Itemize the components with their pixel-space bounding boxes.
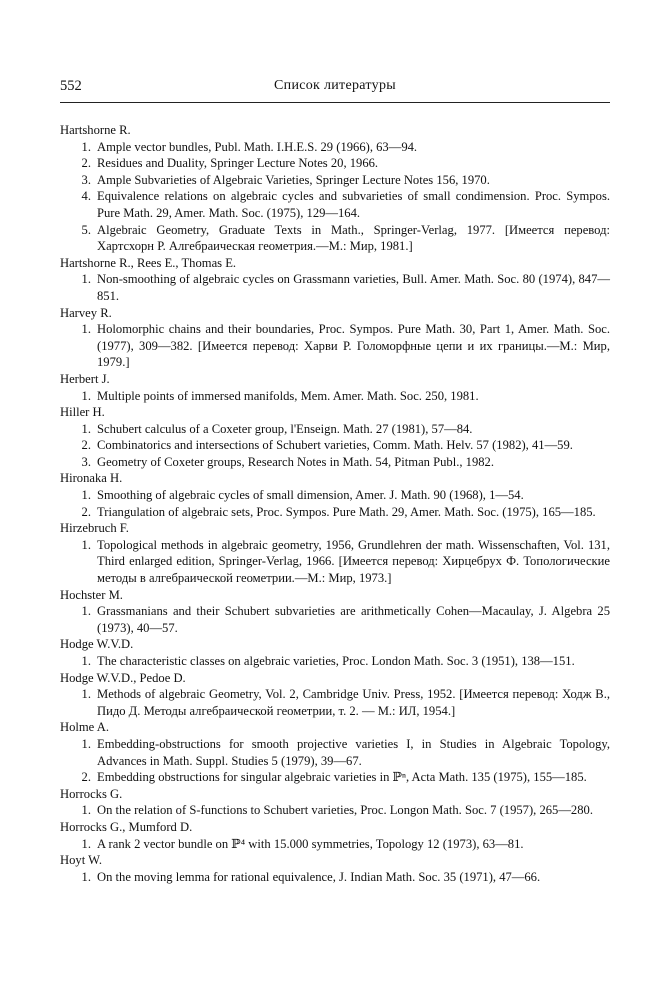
entry-text: Geometry of Coxeter groups, Research Notes in Math. 54, Pitman Publ., 1982. (97, 454, 494, 469)
reference-author: Horrocks G., Mumford D. (60, 819, 193, 834)
entry-text: Combinatorics and intersections of Schubert varieties, Comm. Math. Helv. 57 (1982), 41—59. (97, 438, 573, 453)
entry-number: 4. (81, 189, 91, 204)
reference-author: Harvey R. (60, 305, 112, 320)
reference-entry (60, 686, 610, 719)
reference-author: Hiller H. (60, 405, 105, 420)
reference-entry (60, 802, 610, 819)
reference-entry (60, 421, 610, 438)
book-page (60, 78, 610, 885)
reference-entry (60, 487, 610, 504)
entry-number: 5. (81, 222, 91, 237)
entry-number: 1. (81, 604, 91, 619)
reference-entry (60, 836, 610, 853)
entry-text: The characteristic classes on algebraic varieties, Proc. London Math. Soc. 3 (1951), 138—151. (97, 654, 575, 668)
entry-number: 3. (81, 454, 91, 469)
entry-number: 2. (81, 770, 91, 785)
reference-author: Herbert J. (60, 371, 110, 386)
reference-author: Hochster M. (60, 587, 123, 602)
entry-number: 1. (81, 139, 91, 154)
reference-author: Hartshorne R. (60, 123, 131, 137)
reference-entry (60, 869, 610, 886)
reference-author: Hironaka H. (60, 471, 123, 486)
reference-author: Hodge W.V.D. (60, 637, 134, 652)
entry-number: 1. (81, 836, 91, 851)
page-header (60, 78, 610, 103)
entry-text: Schubert calculus of a Coxeter group, l'Enseign. Math. 27 (1981), 57—84. (97, 421, 473, 436)
entry-text: Smoothing of algebraic cycles of small dimension, Amer. J. Math. 90 (1968), 1—54. (97, 488, 524, 503)
entry-number: 2. (81, 156, 91, 171)
reference-entry (60, 188, 610, 221)
reference-entry (60, 139, 610, 156)
reference-entry (60, 736, 610, 769)
reference-entry (60, 172, 610, 189)
entry-text: On the relation of S-functions to Schubert varieties, Proc. Longon Math. Soc. 7 (1957), 265—280. (97, 803, 593, 818)
reference-entry (60, 388, 610, 405)
entry-text: Embedding-obstructions for smooth projective varieties I, in Studies in Algebraic Topology, Advances in Math. Suppl. Studies 5 (1979), 39—67. (97, 736, 610, 768)
entry-text: Multiple points of immersed manifolds, Mem. Amer. Math. Soc. 250, 1981. (97, 388, 479, 403)
entry-number: 1. (81, 488, 91, 503)
entry-text: Topological methods in algebraic geometry, 1956, Grundlehren der math. Wissenschaften, Vol. 131, Third enlarged edition, Springer-Verlag, 1966. [Имеется перевод: Хирцебрух Ф. Топологические методы в алгебраической геометрии.—М.: Мир, 1973.] (97, 537, 610, 586)
reference-author: Holme A. (60, 720, 109, 735)
entry-number: 1. (81, 654, 91, 668)
entry-number: 1. (81, 537, 91, 552)
reference-entry (60, 437, 610, 454)
reference-author: Horrocks G. (60, 786, 123, 801)
entry-number: 1. (81, 803, 91, 818)
entry-text: Embedding obstructions for singular algebraic varieties in ℙⁿ, Acta Math. 135 (1975), 155—185. (97, 770, 587, 785)
entry-text: Triangulation of algebraic sets, Proc. Sympos. Pure Math. 29, Amer. Math. Soc. (1975), 165—185. (97, 504, 596, 519)
reference-entry (60, 653, 610, 670)
entry-text: Equivalence relations on algebraic cycles and subvarieties of small condimension. Proc. Sympos. Pure Math. 29, Amer. Math. Soc. (1975), 129—164. (97, 189, 610, 220)
reference-author: Hoyt W. (60, 853, 102, 868)
reference-author: Hodge W.V.D., Pedoe D. (60, 670, 186, 685)
reference-entry (60, 222, 610, 255)
entry-number: 1. (81, 687, 91, 702)
entry-text: A rank 2 vector bundle on ℙ⁴ with 15.000 symmetries, Topology 12 (1973), 63—81. (97, 836, 524, 851)
entry-text: Algebraic Geometry, Graduate Texts in Math., Springer-Verlag, 1977. [Имеется перевод: Хартсхорн Р. Алгебраическая геометрия.—М.: Мир, 1981.] (97, 222, 610, 254)
entry-text: Ample vector bundles, Publ. Math. I.H.E.S. 29 (1966), 63—94. (97, 139, 418, 154)
reference-entry (60, 454, 610, 471)
reference-entry (60, 537, 610, 587)
reference-author: Hirzebruch F. (60, 521, 129, 536)
entry-text: Residues and Duality, Springer Lecture Notes 20, 1966. (97, 156, 379, 171)
entry-text: On the moving lemma for rational equivalence, J. Indian Math. Soc. 35 (1971), 47—66. (97, 869, 541, 884)
reference-author: Hartshorne R., Rees E., Thomas E. (60, 255, 237, 270)
entry-number: 2. (81, 504, 91, 519)
entry-number: 1. (81, 322, 91, 337)
entry-number: 1. (81, 421, 91, 436)
entry-text: Holomorphic chains and their boundaries, Proc. Sympos. Pure Math. 30, Part 1, Amer. Math. Soc. (1977), 309—382. [Имеется перевод: Харви Р. Голоморфные цепи и их границы.—М.: Мир, 1979.] (97, 322, 610, 370)
page-number: 552 (60, 78, 82, 94)
entry-text: Methods of algebraic Geometry, Vol. 2, Cambridge Univ. Press, 1952. [Имеется перевод: Ходж В., Пидо Д. Методы алгебраической геометрии, т. 2. — М.: ИЛ, 1954.] (97, 687, 610, 718)
entry-number: 1. (81, 736, 91, 751)
entry-text: Grassmanians and their Schubert subvarieties are arithmetically Cohen—Macaulay, J. Algebra 25 (1973), 40—57. (97, 604, 610, 635)
entry-text: Ample Subvarieties of Algebraic Varieties, Springer Lecture Notes 156, 1970. (97, 172, 490, 187)
entry-text: Non-smoothing of algebraic cycles on Grassmann varieties, Bull. Amer. Math. Soc. 80 (1974), 847—851. (97, 272, 610, 303)
entry-number: 1. (81, 869, 91, 884)
reference-entry (60, 603, 610, 636)
reference-entry (60, 155, 610, 172)
reference-entry (60, 504, 610, 521)
entry-number: 1. (81, 388, 91, 403)
reference-entry (60, 321, 610, 371)
entry-number: 2. (81, 438, 91, 453)
reference-list (60, 122, 610, 885)
reference-entry (60, 271, 610, 304)
entry-number: 1. (81, 272, 91, 287)
running-title: Список литературы (274, 78, 396, 93)
reference-entry (60, 769, 610, 786)
entry-number: 3. (81, 172, 91, 187)
